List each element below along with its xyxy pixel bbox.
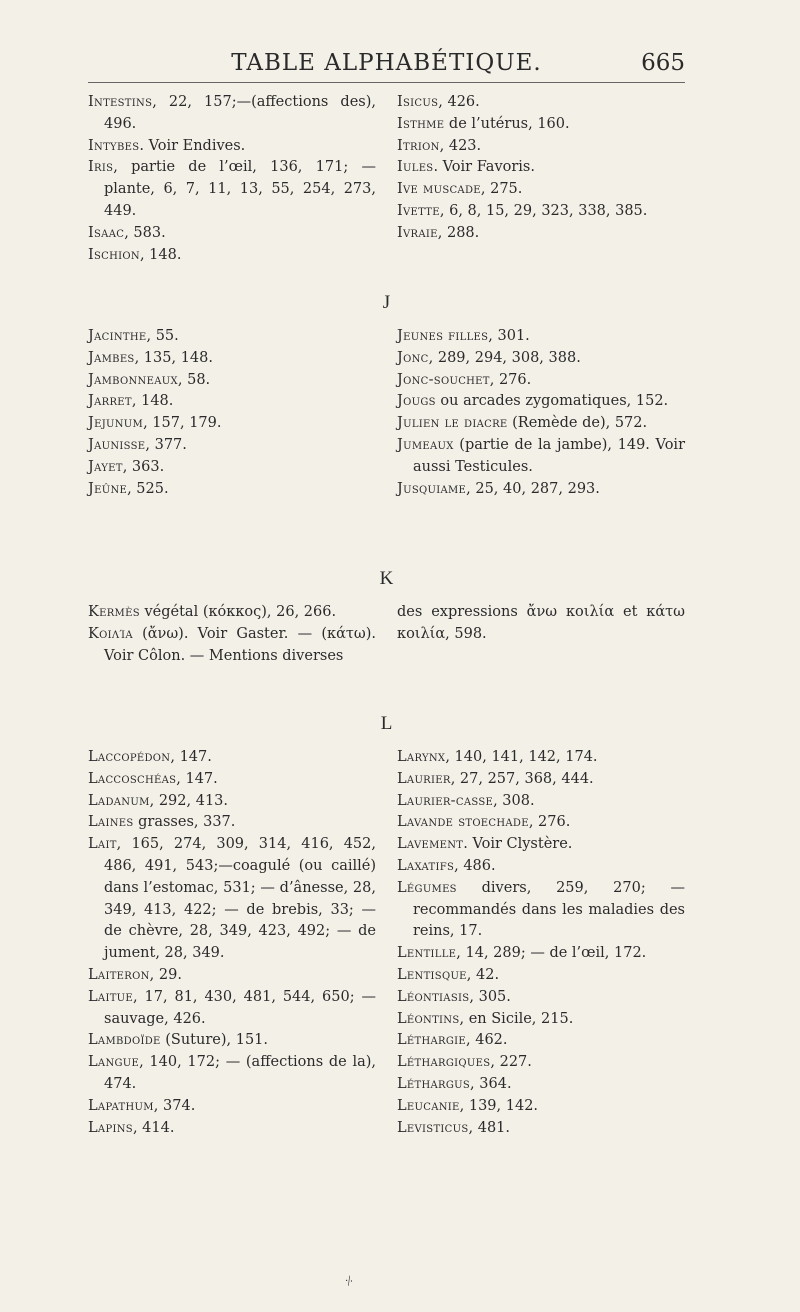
entry-references: , 148. <box>139 246 182 263</box>
entry-headword: Ivraie <box>397 224 438 241</box>
entry-references: ou arcades zygomatiques, 152. <box>435 393 669 410</box>
entry-references: (partie de la jambe), 149. Voir aussi Testicules. <box>413 436 685 475</box>
index-entry <box>88 223 376 245</box>
section-j <box>88 292 685 500</box>
entry-references: , 275. <box>480 181 523 198</box>
entry-headword: Jeunes filles <box>397 328 489 344</box>
index-entry <box>88 1096 376 1118</box>
entry-headword: Laitue <box>88 988 133 1005</box>
index-entry <box>397 1074 685 1096</box>
entry-headword: Lait <box>88 836 117 853</box>
entry-headword: Intybes <box>88 137 140 154</box>
index-entry <box>88 812 376 834</box>
entry-headword: Kermès <box>88 604 140 620</box>
index-entry <box>88 769 376 791</box>
entry-headword: Jumeaux <box>397 436 454 453</box>
entry-headword: Laines <box>88 814 134 831</box>
section-k-left-column <box>88 602 376 667</box>
index-entry <box>88 348 376 370</box>
entry-references: , 139, 142. <box>459 1097 539 1114</box>
running-header <box>88 48 685 83</box>
index-entry <box>397 1009 685 1031</box>
entry-references: , 308. <box>493 792 535 809</box>
entry-headword: Jeûne <box>88 480 128 497</box>
entry-references: , 583. <box>124 224 166 241</box>
entry-headword: Laurier-casse <box>397 792 494 809</box>
entry-references: divers, 259, 270; — recommandés dans les maladies des reins, 17. <box>413 879 685 940</box>
entry-headword: Langue <box>88 1054 140 1071</box>
entry-headword: Laxatifs <box>397 857 455 874</box>
section-j-left-column <box>88 326 376 500</box>
index-entry <box>88 435 376 457</box>
index-entry <box>397 413 685 435</box>
index-entry <box>88 1052 376 1096</box>
index-entry <box>397 834 685 856</box>
entry-references: , 25, 40, 287, 293. <box>466 480 600 497</box>
section-letter-k: K <box>379 568 394 589</box>
entry-references: , 364. <box>470 1075 512 1092</box>
index-entry <box>397 179 685 201</box>
entry-headword: Légumes <box>397 879 457 896</box>
entry-headword: Jusquiame <box>397 480 467 497</box>
index-entry <box>397 791 685 813</box>
entry-headword: Jayet <box>88 458 123 475</box>
entry-references: , 292, 413. <box>149 792 229 809</box>
index-entry-continuation: des expressions ἄνω κοιλία et κάτω κοιλία, 598. <box>397 604 685 642</box>
index-entry <box>88 987 376 1031</box>
entry-headword: Itrion <box>397 137 440 154</box>
entry-headword: Léthargie <box>397 1032 467 1049</box>
entry-references: , 301. <box>488 328 530 344</box>
index-entry <box>397 812 685 834</box>
entry-references: , en Sicile, 215. <box>459 1010 574 1027</box>
entry-headword: Jonc-souchet <box>397 371 490 388</box>
entry-references: . Voir Endives. <box>139 137 246 154</box>
entry-references: , 55. <box>146 328 179 344</box>
printer-mark: ⸓ <box>342 1272 356 1289</box>
entry-references: . Voir Favoris. <box>433 159 535 176</box>
section-i-left-column <box>88 92 376 266</box>
section-l <box>88 713 685 1139</box>
entry-headword: Jambes <box>88 349 135 366</box>
index-entry <box>397 326 685 348</box>
entry-references: , 374. <box>153 1097 196 1114</box>
index-entry <box>397 769 685 791</box>
index-entry <box>397 1096 685 1118</box>
entry-references: , 377. <box>145 436 187 453</box>
entry-references: , 414. <box>132 1119 175 1136</box>
entry-references: , 289, 294, 308, 388. <box>428 349 581 366</box>
index-entry <box>397 435 685 479</box>
entry-headword: Léthargus <box>397 1075 471 1092</box>
section-i <box>88 92 685 266</box>
entry-references: , 423. <box>439 137 482 154</box>
entry-references: , 58. <box>177 371 211 388</box>
entry-references: , 305. <box>469 988 511 1005</box>
entry-headword: Lentille <box>397 945 457 962</box>
entry-headword: Iris <box>88 159 114 176</box>
entry-headword: Ladanum <box>88 792 150 809</box>
index-entry <box>88 370 376 392</box>
index-entry <box>397 157 685 179</box>
index-entry <box>88 413 376 435</box>
index-entry <box>397 136 685 158</box>
entry-references: (ἄνω). Voir Gaster. — (κάτω). Voir Côlon. — Mentions diverses <box>104 625 376 664</box>
entry-references: , 288. <box>437 224 480 241</box>
entry-headword: Laurier <box>397 770 451 787</box>
entry-headword: Ischion <box>88 246 140 263</box>
entry-references: . Voir Clystère. <box>463 836 573 853</box>
index-entry <box>397 1118 685 1140</box>
index-entry <box>397 1030 685 1052</box>
entry-references: , 135, 148. <box>134 349 213 366</box>
entry-references: , 29. <box>149 966 182 983</box>
entry-headword: Jacinthe <box>88 328 147 344</box>
index-entry <box>397 201 685 223</box>
entry-references: , 481. <box>468 1119 511 1136</box>
index-entry <box>88 747 376 769</box>
index-entry <box>88 791 376 813</box>
index-entry <box>397 987 685 1009</box>
entry-headword: Laccopédon <box>88 749 171 765</box>
index-entry <box>397 92 685 114</box>
index-entry <box>397 114 685 136</box>
entry-references: , 525. <box>127 480 169 497</box>
entry-references: , 363. <box>122 458 165 475</box>
index-entry <box>88 92 376 136</box>
entry-references: , 148. <box>131 393 174 410</box>
entry-references: , 147. <box>176 770 218 787</box>
section-l-right-column <box>397 747 685 1139</box>
index-entry <box>397 391 685 413</box>
entry-references: , 276. <box>489 371 532 388</box>
index-entry <box>88 624 376 668</box>
index-entry <box>88 602 376 624</box>
section-j-right-column <box>397 326 685 500</box>
entry-headword: Julien le diacre <box>397 415 508 432</box>
entry-references: , 165, 274, 309, 314, 416, 452, 486, 491, 543;—coagulé (ou caillé) dans l’estomac, 531; — d’ânesse, 28, 349, 413, 422; — de brebis, 33; — de chèvre, 28, 349, 423, 492; — de jument, 28, 349. <box>104 836 376 962</box>
entry-headword: Laccoschéas <box>88 770 177 787</box>
entry-references: , 22, 157;—(affections des), 496. <box>104 94 376 132</box>
entry-references: , 276. <box>528 814 571 831</box>
index-entry <box>88 1118 376 1140</box>
index-entry <box>88 965 376 987</box>
page-number: 665 <box>641 50 685 76</box>
section-l-left-column <box>88 747 376 1139</box>
entry-headword: Lavande stoechade <box>397 814 529 831</box>
entry-headword: Jonc <box>397 349 429 366</box>
page-title: TABLE ALPHABÉTIQUE. <box>231 50 542 76</box>
entry-headword: Jaunisse <box>88 436 146 453</box>
index-entry <box>397 856 685 878</box>
entry-references: , 140, 141, 142, 174. <box>445 749 598 765</box>
entry-headword: Κοιλία <box>88 625 133 642</box>
index-entry <box>88 245 376 267</box>
entry-headword: Léontiasis <box>397 988 470 1005</box>
entry-references: (Remède de), 572. <box>507 415 648 432</box>
index-entry <box>397 943 685 965</box>
entry-headword: Ive muscade <box>397 181 481 198</box>
index-entry <box>88 1030 376 1052</box>
entry-headword: Lapathum <box>88 1097 154 1114</box>
entry-references: , 426. <box>438 94 480 110</box>
entry-headword: Jambonneaux <box>88 371 178 388</box>
entry-headword: Léthargiques <box>397 1054 491 1071</box>
entry-references: , 227. <box>490 1054 532 1071</box>
entry-references: de l’utérus, 160. <box>444 115 570 132</box>
entry-headword: Isthme <box>397 115 445 132</box>
index-entry <box>88 457 376 479</box>
index-entry <box>397 878 685 943</box>
entry-references: , 6, 8, 15, 29, 323, 338, 385. <box>439 202 648 219</box>
entry-references: , 140, 172; — (affections de la), 474. <box>104 1054 376 1092</box>
index-entry <box>397 370 685 392</box>
index-entry <box>88 834 376 965</box>
index-entry <box>397 965 685 987</box>
entry-references: , 27, 257, 368, 444. <box>450 770 594 787</box>
entry-headword: Léontins <box>397 1010 460 1027</box>
entry-references: , 14, 289; — de l’œil, 172. <box>456 945 647 962</box>
entry-headword: Jarret <box>88 393 132 410</box>
section-letter-j: J <box>382 292 391 313</box>
entry-headword: Ivette <box>397 202 440 219</box>
entry-headword: Iules <box>397 159 434 176</box>
entry-headword: Isaac <box>88 224 125 241</box>
entry-references: , partie de l’œil, 136, 171; — plante, 6, 7, 11, 13, 55, 254, 273, 449. <box>104 159 376 219</box>
entry-references: (Suture), 151. <box>160 1032 269 1049</box>
entry-headword: Larynx <box>397 749 446 765</box>
index-entry <box>88 479 376 501</box>
entry-headword: Jougs <box>397 393 436 410</box>
entry-references: , 42. <box>466 966 500 983</box>
entry-headword: Lapins <box>88 1119 133 1136</box>
section-i-right-column <box>397 92 685 266</box>
entry-headword: Jejunum <box>88 415 144 432</box>
entry-references: , 462. <box>466 1032 508 1049</box>
entry-headword: Laiteron <box>88 966 150 983</box>
entry-references: grasses, 337. <box>133 814 236 831</box>
index-entry <box>397 348 685 370</box>
entry-references: , 147. <box>170 749 212 765</box>
section-k-right-column <box>397 602 685 667</box>
index-entry <box>397 479 685 501</box>
index-entry <box>88 326 376 348</box>
section-k <box>88 568 685 667</box>
index-entry <box>397 223 685 245</box>
section-letter-l: L <box>380 713 393 734</box>
index-entry <box>397 747 685 769</box>
entry-headword: Lentisque <box>397 966 467 983</box>
entry-headword: Intestins <box>88 94 153 110</box>
entry-references: , 486. <box>454 857 496 874</box>
entry-references: végétal (κόκκος), 26, 266. <box>139 604 337 620</box>
index-entry <box>397 1052 685 1074</box>
entry-headword: Lavement <box>397 836 464 853</box>
index-entry <box>88 391 376 413</box>
index-entry <box>88 136 376 158</box>
index-entry <box>88 157 376 222</box>
entry-references: , 157, 179. <box>143 415 222 432</box>
entry-headword: Levisticus <box>397 1119 469 1136</box>
entry-headword: Lambdoïde <box>88 1032 161 1049</box>
entry-headword: Leucanie <box>397 1097 460 1114</box>
entry-headword: Isicus <box>397 94 439 110</box>
entry-references: , 17, 81, 430, 481, 544, 650; — sauvage, 426. <box>104 988 376 1027</box>
